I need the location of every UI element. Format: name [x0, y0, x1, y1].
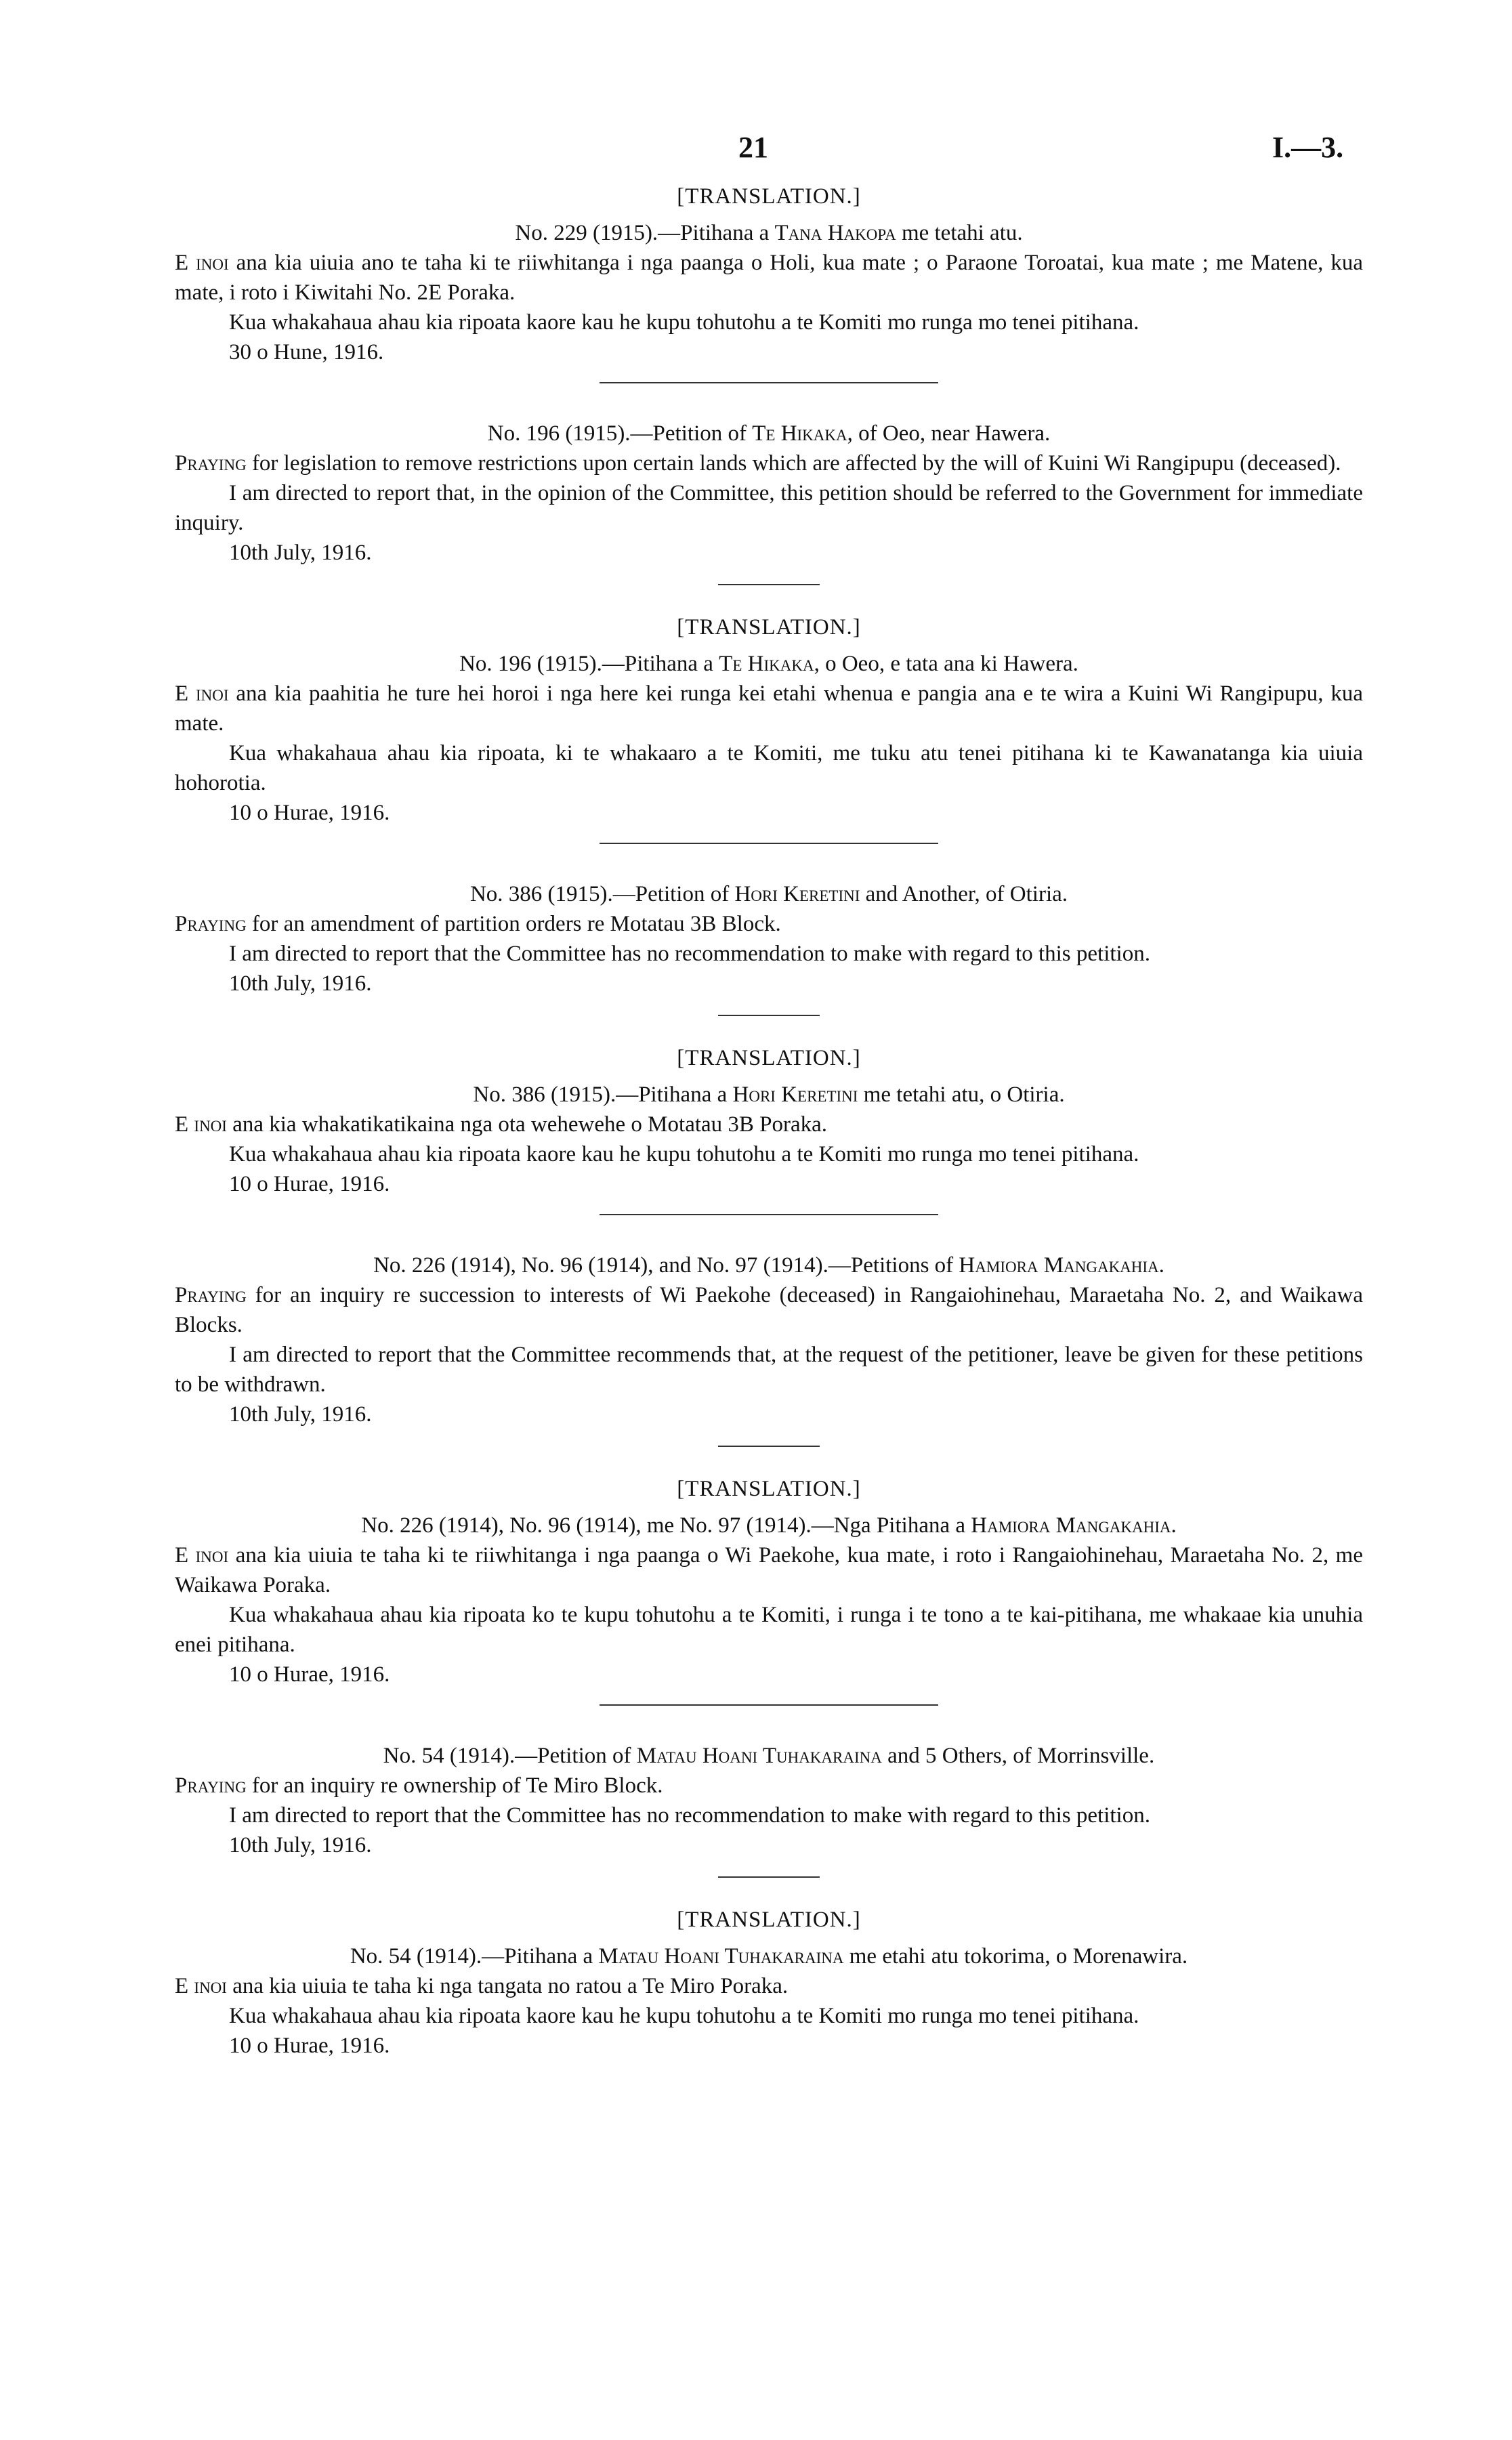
heading-text: , of Oeo, near Hawera.	[847, 421, 1051, 446]
petition-heading	[175, 218, 1363, 248]
section-divider	[600, 1704, 938, 1706]
prayer-paragraph	[175, 679, 1363, 738]
committee-report: I am directed to report that the Committee has no recommendation to make with regard to this petition.	[229, 942, 1150, 966]
section-divider	[600, 1214, 938, 1215]
heading-text: No. 386 (1915).—Pitihana a	[473, 1082, 733, 1107]
translation-section	[175, 1043, 1363, 1199]
committee-report: Kua whakahaua ahau kia ripoata kaore kau he kupu tohutohu a te Komiti mo runga mo tenei pitihana.	[229, 1142, 1139, 1166]
heading-text: No. 226 (1914), No. 96 (1914), me No. 97 (1914).—Nga Pitihana a	[361, 1513, 971, 1538]
prayer-lead: E inoi	[175, 1974, 227, 1998]
prayer-lead: Praying	[175, 451, 247, 476]
heading-text: No. 54 (1914).—Pitihana a	[350, 1944, 599, 1969]
prayer-paragraph	[175, 1771, 1363, 1801]
prayer-text: ana kia uiuia te taha ki nga tangata no ratou a Te Miro Poraka.	[226, 1974, 789, 1998]
prayer-text: ana kia uiuia te taha ki te riiwhitanga i nga paanga o Wi Paekohe, kua mate, i roto i Rangaiohinehau, Maraetaha No. 2, me Waikawa Poraka.	[175, 1543, 1363, 1597]
prayer-paragraph	[175, 248, 1363, 308]
petition-heading	[175, 1741, 1363, 1771]
committee-report: I am directed to report that, in the opinion of the Committee, this petition should be referred to the Government for immediate inquiry.	[175, 481, 1363, 535]
prayer-paragraph	[175, 1971, 1363, 2001]
prayer-lead: Praying	[175, 1773, 247, 1798]
report-date: 10th July, 1916.	[229, 1402, 372, 1427]
translation-section	[175, 612, 1363, 828]
petitioner-name: Hamiora Mangakahia	[971, 1513, 1171, 1538]
committee-report: Kua whakahaua ahau kia ripoata, ki te whakaaro a te Komiti, me tuku atu tenei pitihana ki te Kawanatanga kia uiuia hohorotia.	[175, 741, 1363, 795]
prayer-text: for an inquiry re ownership of Te Miro Block.	[246, 1773, 663, 1798]
petition-heading	[175, 879, 1363, 909]
petitioner-name: Hori Keretini	[732, 1082, 858, 1107]
petition-heading	[175, 1511, 1363, 1540]
petition-section	[175, 1250, 1363, 1429]
prayer-lead: E inoi	[175, 1543, 229, 1568]
prayer-text: ana kia whakatikatikaina nga ota wehewehe o Motatau 3B Poraka.	[226, 1112, 828, 1137]
heading-text: No. 196 (1915).—Pitihana a	[459, 652, 719, 676]
petition-section	[175, 1741, 1363, 1860]
heading-text: me etahi atu tokorima, o Morenawira.	[843, 1944, 1188, 1969]
petition-heading	[175, 1080, 1363, 1110]
heading-text: No. 54 (1914).—Petition of	[383, 1744, 637, 1768]
committee-report: Kua whakahaua ahau kia ripoata kaore kau he kupu tohutohu a te Komiti mo runga mo tenei pitihana.	[229, 310, 1139, 335]
section-divider	[718, 1015, 820, 1016]
section-divider	[718, 1876, 820, 1878]
committee-report: I am directed to report that the Committee recommends that, at the request of the petitioner, leave be given for these petitions to be withdrawn.	[175, 1343, 1363, 1397]
report-date: 10 o Hurae, 1916.	[229, 2034, 390, 2058]
heading-text: and 5 Others, of Morrinsville.	[881, 1744, 1155, 1768]
translation-label: [TRANSLATION.]	[677, 1908, 861, 1932]
prayer-text: ana kia paahitia he ture hei horoi i nga here kei runga kei etahi whenua e pangia ana e te wira a Kuini Wi Rangipupu, kua mate.	[175, 681, 1364, 736]
document-body	[175, 182, 1363, 2061]
petitioner-name: Hori Keretini	[734, 882, 860, 906]
page-number: 21	[738, 131, 768, 164]
prayer-lead: E inoi	[175, 1112, 227, 1137]
translation-section	[175, 182, 1363, 367]
heading-text: No. 226 (1914), No. 96 (1914), and No. 97 (1914).—Petitions of	[373, 1253, 959, 1278]
prayer-text: ana kia uiuia ano te taha ki te riiwhitanga i nga paanga o Holi, kua mate ; o Paraone Toroatai, kua mate ; me Matene, kua mate, i roto i Kiwitahi No. 2E Poraka.	[175, 251, 1364, 305]
heading-text: me tetahi atu.	[896, 221, 1023, 245]
petition-section	[175, 879, 1363, 998]
translation-label: [TRANSLATION.]	[677, 1477, 861, 1501]
committee-report: Kua whakahaua ahau kia ripoata kaore kau he kupu tohutohu a te Komiti mo runga mo tenei pitihana.	[229, 2004, 1139, 2028]
prayer-lead: E inoi	[175, 681, 229, 706]
petitioner-name: Te Hikaka	[719, 652, 814, 676]
prayer-paragraph	[175, 448, 1363, 478]
section-divider	[600, 843, 938, 844]
heading-text: No. 196 (1915).—Petition of	[487, 421, 753, 446]
petitioner-name: Hamiora Mangakahia	[959, 1253, 1159, 1278]
petitioner-name: Te Hikaka	[752, 421, 847, 446]
translation-label: [TRANSLATION.]	[677, 184, 861, 209]
heading-text: and Another, of Otiria.	[860, 882, 1068, 906]
prayer-paragraph	[175, 1110, 1363, 1139]
section-divider	[718, 584, 820, 585]
petition-heading	[175, 1250, 1363, 1280]
heading-text: .	[1171, 1513, 1177, 1538]
report-date: 10 o Hurae, 1916.	[229, 1172, 390, 1196]
prayer-text: for an amendment of partition orders re Motatau 3B Block.	[246, 912, 781, 936]
prayer-lead: Praying	[175, 912, 247, 936]
report-date: 10 o Hurae, 1916.	[229, 1662, 390, 1687]
committee-report: Kua whakahaua ahau kia ripoata ko te kupu tohutohu a te Komiti, i runga i te tono a te kai-pitihana, me whakaae kia unuhia enei pitihana.	[175, 1603, 1363, 1657]
heading-text: me tetahi atu, o Otiria.	[858, 1082, 1065, 1107]
translation-label: [TRANSLATION.]	[677, 615, 861, 639]
report-date: 10th July, 1916.	[229, 971, 372, 996]
prayer-text: for an inquiry re succession to interests of Wi Paekohe (deceased) in Rangaiohinehau, Maraetaha No. 2, and Waikawa Blocks.	[175, 1283, 1363, 1337]
page-header	[0, 133, 1512, 173]
heading-text: .	[1158, 1253, 1164, 1278]
translation-section	[175, 1474, 1363, 1689]
report-date: 10 o Hurae, 1916.	[229, 801, 390, 825]
heading-text: No. 229 (1915).—Pitihana a	[515, 221, 775, 245]
prayer-paragraph	[175, 1540, 1363, 1600]
prayer-lead: Praying	[175, 1283, 247, 1307]
report-date: 30 o Hune, 1916.	[229, 340, 384, 364]
petitioner-name: Matau Hoani Tuhakaraina	[636, 1744, 882, 1768]
prayer-lead: E inoi	[175, 251, 229, 275]
heading-text: No. 386 (1915).—Petition of	[469, 882, 735, 906]
petition-section	[175, 419, 1363, 568]
heading-text: , o Oeo, e tata ana ki Hawera.	[814, 652, 1078, 676]
petitioner-name: Matau Hoani Tuhakaraina	[598, 1944, 844, 1969]
petition-heading	[175, 419, 1363, 448]
translation-section	[175, 1905, 1363, 2061]
petition-heading	[175, 649, 1363, 679]
report-date: 10th July, 1916.	[229, 1833, 372, 1857]
prayer-text: for legislation to remove restrictions upon certain lands which are affected by the will of Kuini Wi Rangipupu (deceased).	[246, 451, 1341, 476]
petitioner-name: Tana Hakopa	[774, 221, 896, 245]
section-divider	[600, 382, 938, 383]
report-date: 10th July, 1916.	[229, 541, 372, 565]
translation-label: [TRANSLATION.]	[677, 1046, 861, 1070]
section-divider	[718, 1446, 820, 1447]
committee-report: I am directed to report that the Committee has no recommendation to make with regard to this petition.	[229, 1803, 1150, 1828]
document-reference: I.—3.	[1272, 131, 1344, 164]
petition-heading	[175, 1941, 1363, 1971]
prayer-paragraph	[175, 1280, 1363, 1340]
prayer-paragraph	[175, 909, 1363, 939]
